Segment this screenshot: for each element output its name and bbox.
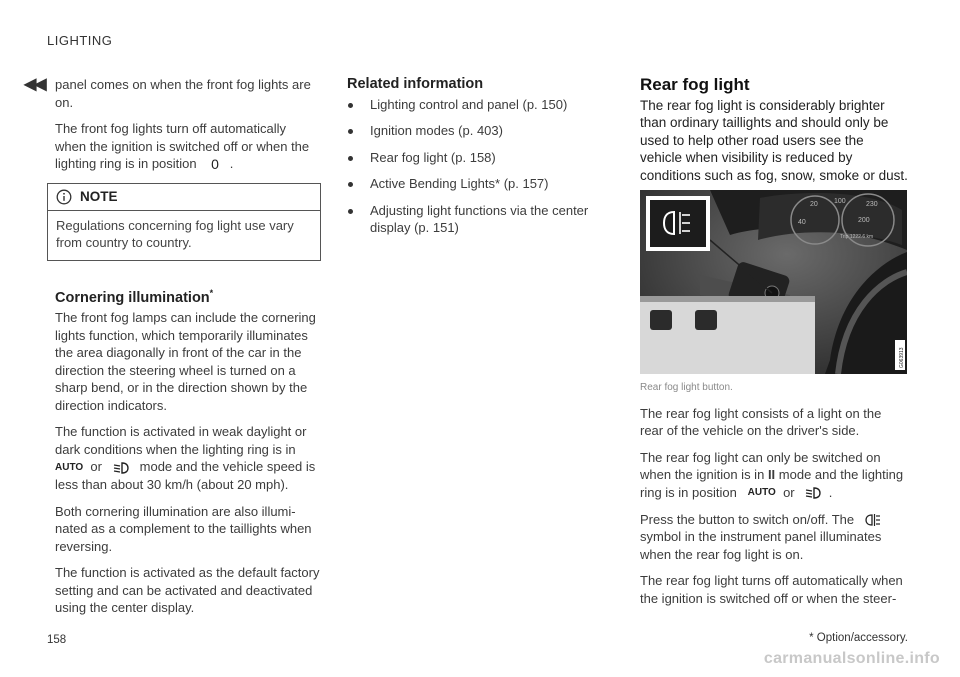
paragraph-text: The function is activated in weak daylight or dark conditions when the lighting ring is in bbox=[55, 424, 307, 457]
dashboard-illustration bbox=[640, 190, 907, 374]
low-beam-icon bbox=[805, 487, 821, 499]
gauge-label: 200 bbox=[858, 217, 870, 224]
paragraph-text: The rear fog light can only be switched on when the ignition is in bbox=[640, 449, 881, 482]
paragraph-text: The front fog lights turn off automatically when the ignition is switched off or when the lighting ring is in position bbox=[55, 121, 310, 171]
photo-caption: Rear fog light button. bbox=[640, 382, 733, 393]
column-right bbox=[640, 76, 908, 616]
section-title-text: Cornering illumination bbox=[55, 289, 210, 306]
paragraph: panel comes on when the front fog lights are on. bbox=[55, 77, 311, 110]
related-title: Related information bbox=[347, 76, 484, 92]
bullet bbox=[348, 129, 353, 134]
section-title: Rear fog light bbox=[640, 75, 750, 94]
paragraph bbox=[640, 449, 908, 502]
related-link[interactable] bbox=[347, 175, 597, 193]
paragraph-text: mode and the lighting ring is in position bbox=[640, 467, 904, 500]
trip-readout: Trip 1222.6 km bbox=[840, 234, 874, 240]
light-off-symbol: 0 bbox=[211, 155, 219, 172]
page-number: 158 bbox=[47, 634, 67, 646]
bullet bbox=[348, 103, 353, 108]
auto-symbol: AUTO bbox=[55, 461, 84, 473]
bullet bbox=[348, 209, 353, 214]
paragraph-text: mode and the vehicle speed is less than about 30 km/h (about 20 mph). bbox=[55, 459, 316, 493]
paragraph: The front fog lamps can include the cornering lights function, which temporarily illuminates the area diagonally in front of the car in the direction the steering wheel is turned on a sharp bend, or in the direction shown by the direction indicators. bbox=[55, 310, 316, 413]
footnote: * Option/accessory. bbox=[809, 632, 908, 644]
column-left bbox=[55, 76, 320, 626]
paragraph-text: or bbox=[90, 459, 102, 475]
related-link-label: Adjusting light functions via the center display (p. 151) bbox=[370, 202, 589, 235]
paragraph bbox=[640, 511, 908, 564]
ignition-mode: II bbox=[767, 467, 776, 482]
low-beam-icon bbox=[113, 462, 129, 474]
paragraph-text: . bbox=[229, 156, 234, 171]
related-link-label: Active Bending Lights* (p. 157) bbox=[370, 176, 549, 191]
related-link-label: Rear fog light (p. 158) bbox=[370, 149, 496, 165]
watermark: carmanualsonline.info bbox=[763, 650, 940, 667]
paragraph-text: . bbox=[828, 484, 833, 500]
rear-fog-light-photo bbox=[640, 190, 907, 374]
bullet bbox=[348, 182, 353, 187]
paragraph bbox=[55, 423, 320, 494]
related-list bbox=[347, 96, 597, 237]
column-middle bbox=[347, 76, 597, 246]
info-icon bbox=[56, 189, 72, 205]
auto-symbol: AUTO bbox=[747, 487, 776, 499]
related-link[interactable] bbox=[347, 96, 597, 114]
rear-fog-light-icon bbox=[865, 513, 881, 527]
gauge-label: 100 bbox=[834, 198, 846, 205]
paragraph: Both cornering illumination are also illuminated as a complement to the taillights when reversing. bbox=[55, 503, 312, 554]
related-link-label: Ignition modes (p. 403) bbox=[370, 123, 503, 138]
paragraph-text: symbol in the instrument panel illuminates when the rear fog light is on. bbox=[640, 529, 882, 562]
note-title: NOTE bbox=[80, 189, 118, 205]
paragraph: The rear fog light consists of a light on the rear of the vehicle on the driver's side. bbox=[640, 405, 882, 438]
note-box bbox=[47, 183, 321, 261]
gauge-label: 40 bbox=[798, 219, 806, 226]
paragraph: The function is activated as the default factory setting and can be activated and deactivated using the center display. bbox=[55, 565, 320, 616]
paragraph-text: Press the button to switch on/off. The bbox=[640, 511, 855, 527]
related-link[interactable] bbox=[347, 149, 597, 167]
related-link[interactable] bbox=[347, 202, 597, 237]
option-mark: * bbox=[209, 287, 214, 298]
gauge-label: 230 bbox=[866, 201, 878, 208]
note-body: Regulations concerning fog light use vary from country to country. bbox=[56, 217, 294, 251]
note-header bbox=[48, 184, 320, 211]
continued-marker: ◀◀ bbox=[24, 76, 45, 93]
bullet bbox=[348, 156, 353, 161]
section-header: LIGHTING bbox=[47, 33, 113, 48]
gauge-label: 20 bbox=[810, 201, 818, 208]
section-title bbox=[55, 285, 320, 307]
paragraph bbox=[55, 120, 320, 173]
paragraph: The rear fog light turns off automatically when the ignition is switched off or when the steer- bbox=[640, 573, 903, 606]
paragraph-text: or bbox=[783, 484, 795, 500]
related-link[interactable] bbox=[347, 122, 597, 140]
lead-paragraph: The rear fog light is considerably brighter than ordinary taillights and should only be used to help other road users see the vehicle when visibility is reduced by conditions such as fog, snow, smoke or dust. bbox=[640, 97, 908, 183]
image-code: G063913 bbox=[899, 347, 905, 368]
related-link-label: Lighting control and panel (p. 150) bbox=[370, 96, 568, 112]
